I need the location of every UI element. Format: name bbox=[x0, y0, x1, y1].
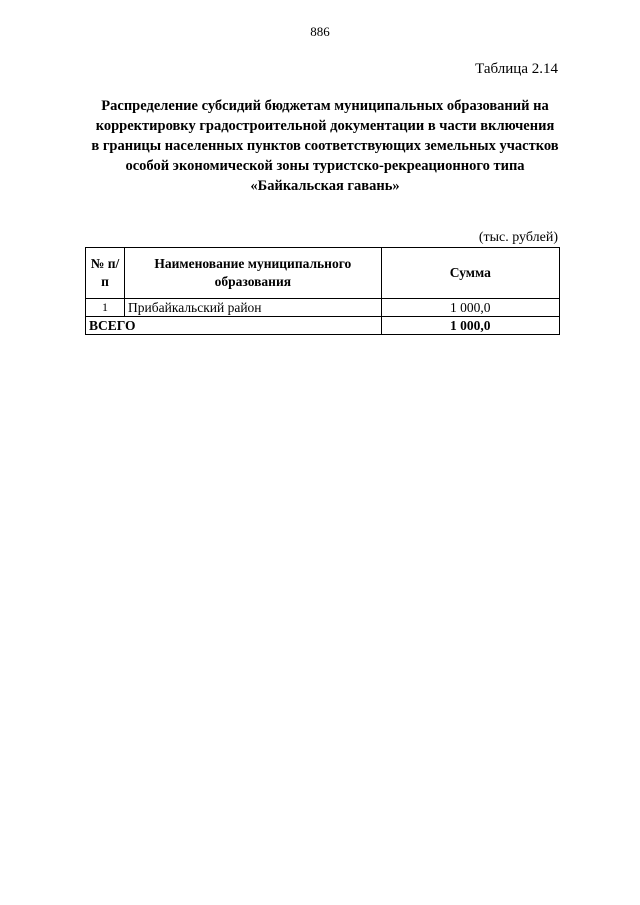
header-name: Наименование муниципального образования bbox=[125, 248, 382, 299]
row-number: 1 bbox=[86, 299, 125, 317]
header-number: № п/п bbox=[86, 248, 125, 299]
units-note: (тыс. рублей) bbox=[478, 230, 558, 245]
table-label: Таблица 2.14 bbox=[475, 61, 558, 77]
page-number: 886 bbox=[310, 24, 330, 39]
table-header-row bbox=[86, 248, 560, 299]
subsidy-table bbox=[85, 247, 560, 335]
total-sum: 1 000,0 bbox=[381, 317, 559, 335]
table-row bbox=[86, 299, 560, 317]
total-row bbox=[86, 317, 560, 335]
header-sum: Сумма bbox=[381, 248, 559, 299]
row-name: Прибайкальский район bbox=[125, 299, 382, 317]
total-label: ВСЕГО bbox=[86, 317, 382, 335]
row-sum: 1 000,0 bbox=[381, 299, 559, 317]
document-title: Распределение субсидий бюджетам муниципальных образований на корректировку градостроительной документации в части включения в границы населенных пунктов соответствующих земельных участков особой экономической зоны туристско-рекреационного типа «Байкальская гавань» bbox=[91, 98, 559, 194]
